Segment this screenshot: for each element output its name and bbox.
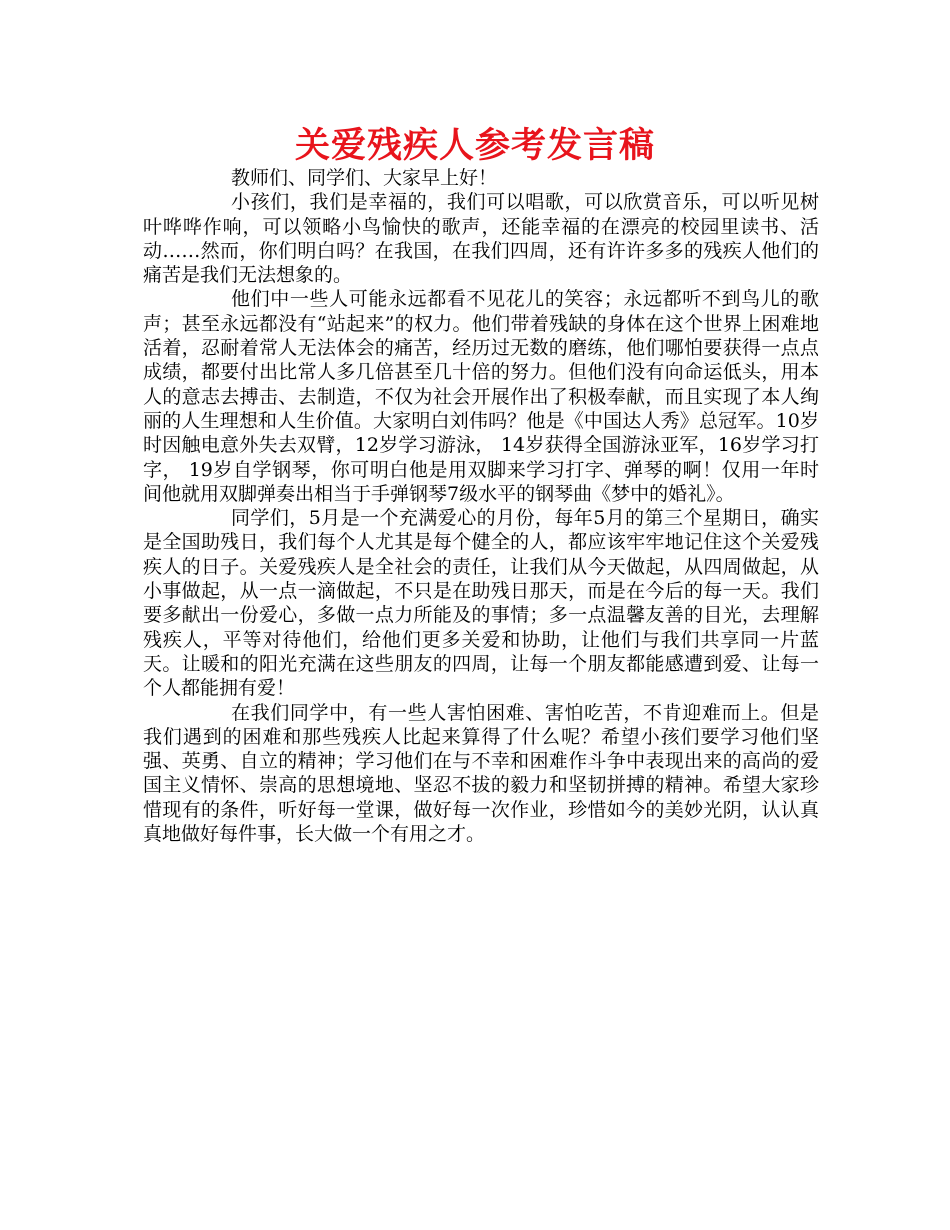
paragraph-3: 同学们，5月是一个充满爱心的月份，每年5月的第三个星期日，确实是全国助残日，我们每个人尤其是每个健全的人，都应该牢牢地记住这个关爱残疾人的日子。关爱残疾人是全社会的责任，让我们从今天做起，从四周做起，从小事做起，从一点一滴做起，不只是在助残日那天，而是在今后的每一天。我们要多献出一份爱心，多做一点力所能及的事情；多一点温馨友善的目光，去理解残疾人，平等对待他们，给他们更多关爱和协助，让他们与我们共享同一片蓝天。让暖和的阳光充满在这些朋友的四周，让每一个朋友都能感遭到爱、让每一个人都能拥有爱！ [143,507,819,700]
paragraph-greeting: 教师们、同学们、大家早上好！ [231,167,498,189]
paragraph-1: 小孩们，我们是幸福的，我们可以唱歌，可以欣赏音乐，可以听见树叶哗哗作响，可以领略小鸟愉快的歌声，还能幸福的在漂亮的校园里读书、活动……然而，你们明白吗？在我国，在我们四周，还有许许多多的残疾人他们的痛苦是我们无法想象的。 [143,191,819,287]
paragraph-2: 他们中一些人可能永远都看不见花儿的笑容；永远都听不到鸟儿的歌声；甚至永远都没有“站起来”的权力。他们带着残缺的身体在这个世界上困难地活着，忍耐着常人无法体会的痛苦，经历过无数的磨练，他们哪怕要获得一点点成绩，都要付出比常人多几倍甚至几十倍的努力。但他们没有向命运低头，用本人的意志去搏击、去制造，不仅为社会开展作出了积极奉献，而且实现了本人绚丽的人生理想和人生价值。大家明白刘伟吗？他是《中国达人秀》总冠军。10岁时因触电意外失去双臂，12岁学习游泳， 14岁获得全国游泳亚军，16岁学习打字， 19岁自学钢琴，你可明白他是用双脚来学习打字、弹琴的啊！仅用一年时间他就用双脚弹奏出相当于手弹钢琴7级水平的钢琴曲《梦中的婚礼》。 [143,288,819,505]
page-title: 关爱残疾人参考发言稿 [294,126,655,166]
paragraph-4: 在我们同学中，有一些人害怕困难、害怕吃苦，不肯迎难而上。但是我们遇到的困难和那些残疾人比起来算得了什么呢？希望小孩们要学习他们坚强、英勇、自立的精神；学习他们在与不幸和困难作斗争中表现出来的高尚的爱国主义情怀、崇高的思想境地、坚忍不拔的毅力和坚韧拼搏的精神。希望大家珍惜现有的条件，听好每一堂课，做好每一次作业，珍惜如今的美妙光阴，认认真真地做好每件事，长大做一个有用之才。 [143,701,819,846]
document-body [143,166,819,846]
